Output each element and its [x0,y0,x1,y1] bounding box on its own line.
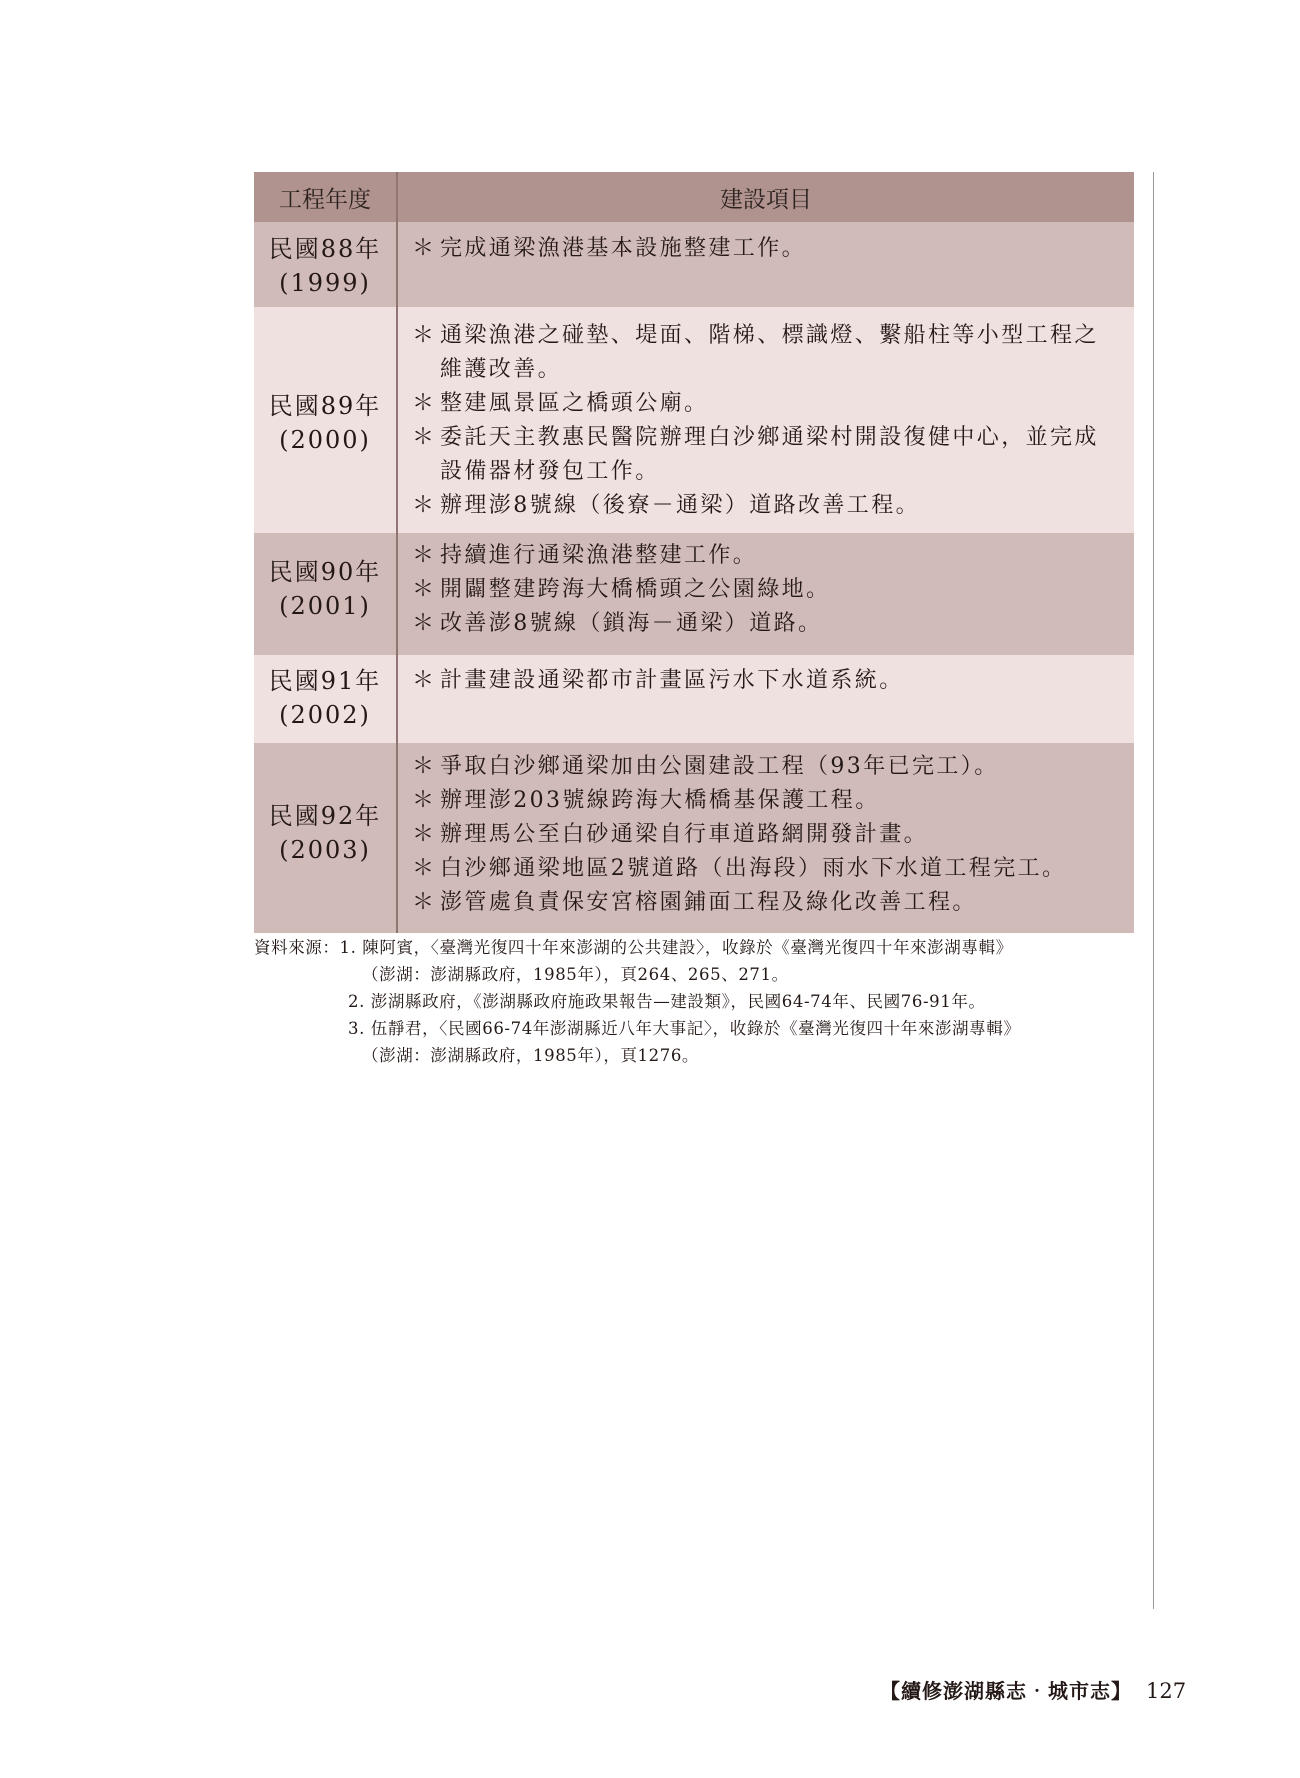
western-year: (2001) [279,592,371,620]
year-cell [254,533,398,655]
roc-year: 民國91年 [268,667,382,695]
items-cell [398,222,1134,307]
list-item: ＊ 開闢整建跨海大橋橋頭之公園綠地。 [412,577,831,602]
table-row [254,743,1134,933]
year-cell [254,655,398,743]
construction-table [254,172,1134,933]
list-item: ＊ 爭取白沙鄉通梁加由公園建設工程（93年已完工）。 [412,754,999,779]
western-year: (2003) [279,836,371,864]
table-row [254,533,1134,655]
list-item: ＊ 辦理馬公至白砂通梁自行車道路網開發計畫。 [412,822,929,847]
list-item: ＊ 白沙鄉通梁地區2號道路（出海段）雨水下水道工程完工。 [412,856,1067,881]
page-footer [880,1675,1186,1704]
table-row [254,655,1134,743]
year-cell [254,307,398,533]
note-line: 資料來源：1. 陳阿賓，〈臺灣光復四十年來澎湖的公共建設〉，收錄於《臺灣光復四十年來澎湖專輯》 [254,938,1013,957]
list-item: ＊ 計畫建設通梁都市計畫區污水下水道系統。 [412,668,904,693]
list-item: ＊ 辦理澎203號線跨海大橋橋基保護工程。 [412,788,880,813]
note-line: 2. 澎湖縣政府，《澎湖縣政府施政果報告—建設類》，民國64-74年、民國76-91年。 [348,992,986,1011]
list-item: ＊ 澎管處負責保安宮榕園鋪面工程及綠化改善工程。 [412,890,977,915]
list-item: ＊ 整建風景區之橋頭公廟。 [412,391,709,416]
header-year: 工程年度 [254,172,398,222]
margin-rule [1153,172,1154,1609]
list-item: ＊ 辦理澎8號線（後寮－通梁）道路改善工程。 [412,493,920,518]
year-cell [254,743,398,933]
list-item: ＊ 持續進行通梁漁港整建工作。 [412,543,758,568]
book-title: 【續修澎湖縣志‧城市志】 [880,1679,1132,1703]
list-item: ＊ 完成通梁漁港基本設施整建工作。 [412,236,807,261]
note-line: （澎湖：澎湖縣政府，1985年），頁1276。 [362,1046,700,1065]
source-notes [254,934,1154,1069]
table-row [254,222,1134,307]
table-row [254,307,1134,533]
page-number: 127 [1146,1679,1187,1703]
list-item: ＊ 委託天主教惠民醫院辦理白沙鄉通梁村開設復健中心，並完成設備器材發包工作。 [412,425,1099,484]
roc-year: 民國92年 [268,802,382,830]
list-item: ＊ 通梁漁港之碰墊、堤面、階梯、標識燈、繫船柱等小型工程之維護改善。 [412,323,1099,382]
western-year: (2000) [279,426,371,454]
note-line: 3. 伍靜君，〈民國66-74年澎湖縣近八年大事記〉，收錄於《臺灣光復四十年來澎湖專輯》 [348,1019,1021,1038]
items-cell [398,655,1134,743]
header-items: 建設項目 [720,186,812,213]
note-line: （澎湖：澎湖縣政府，1985年），頁264、265、271。 [362,965,789,984]
western-year: (2002) [279,701,371,729]
list-item: ＊ 改善澎8號線（鎖海－通梁）道路。 [412,611,823,636]
roc-year: 民國90年 [268,558,382,586]
items-cell [398,533,1134,655]
western-year: (1999) [279,269,371,297]
roc-year: 民國88年 [268,235,382,263]
year-cell [254,222,398,307]
table-header [254,172,1134,222]
items-cell [398,743,1134,933]
roc-year: 民國89年 [268,392,382,420]
items-cell [398,307,1134,533]
